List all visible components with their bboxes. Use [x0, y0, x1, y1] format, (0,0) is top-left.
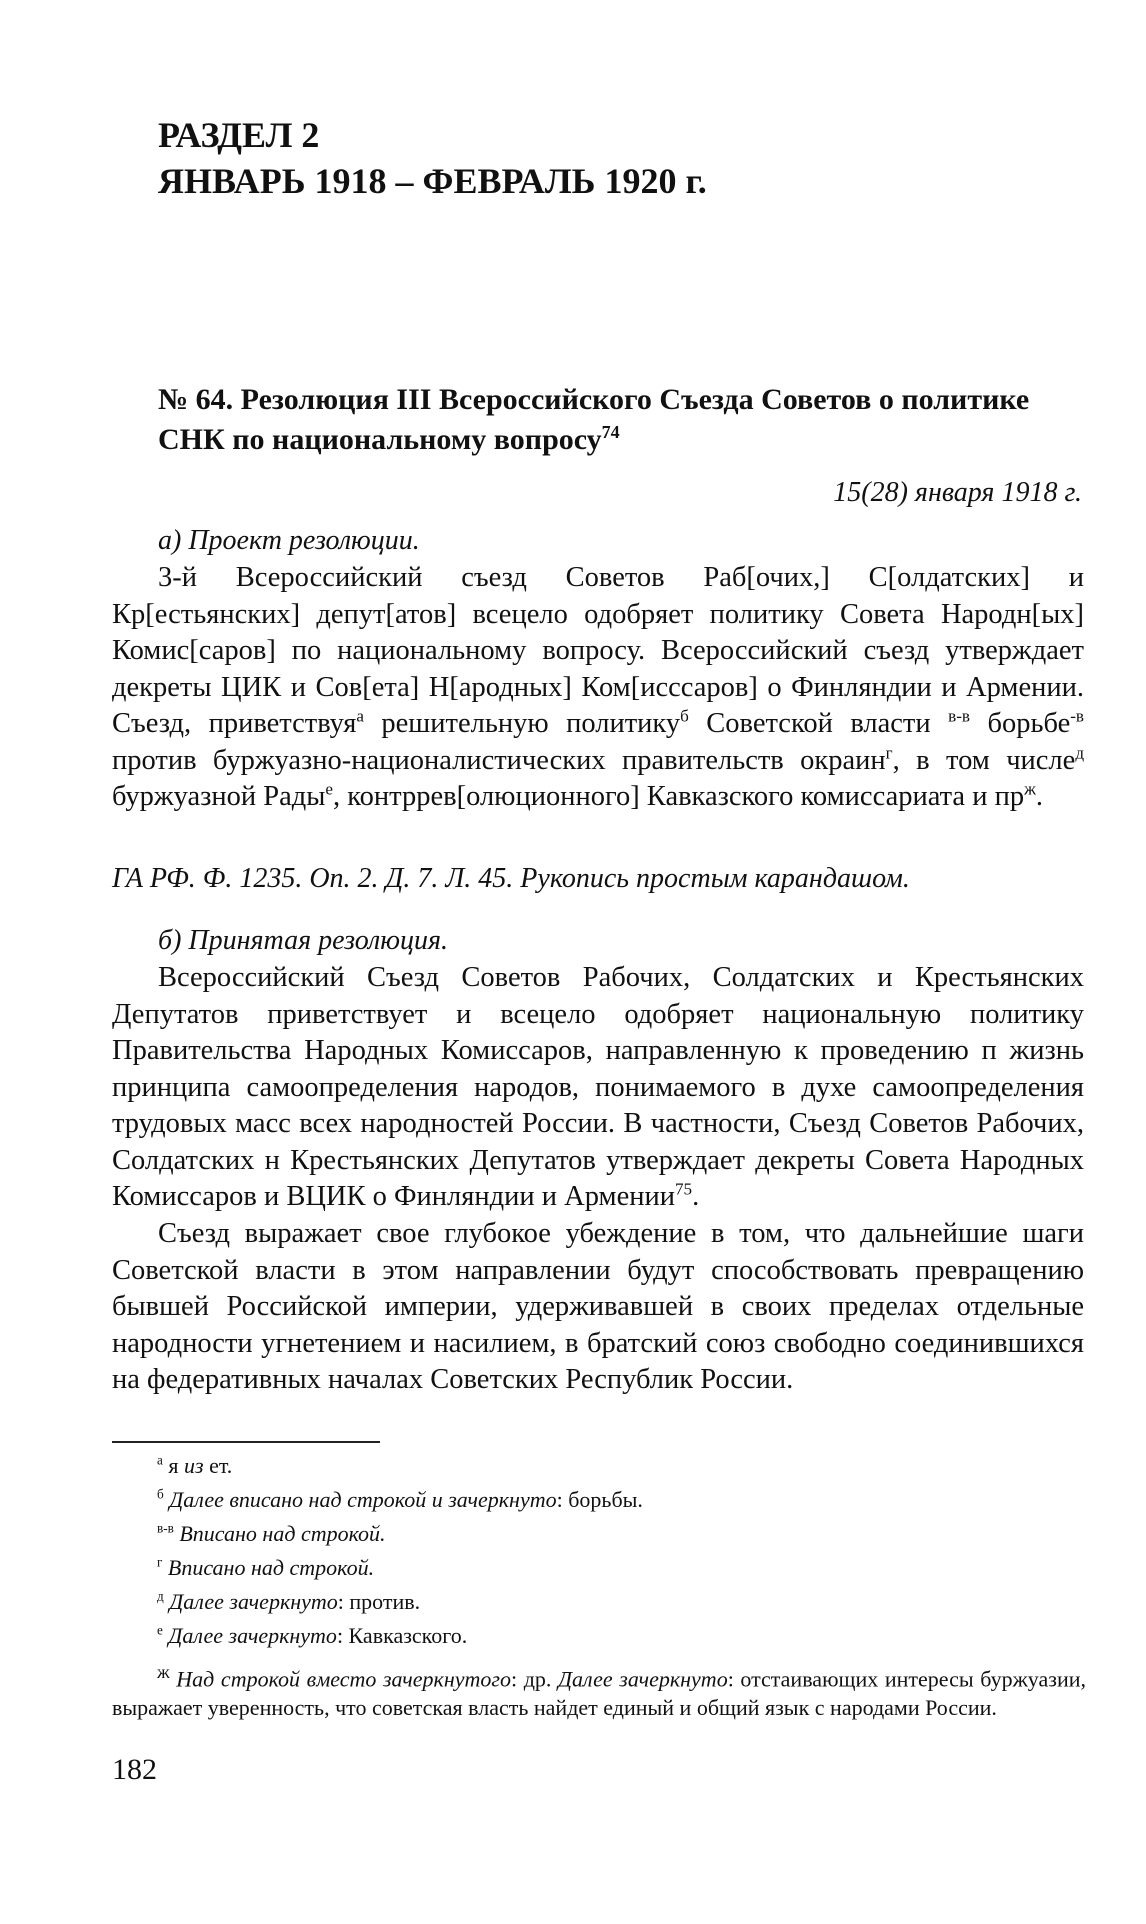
- footnote-italic: Далее вписано над строкой и зачеркнуто: [169, 1487, 557, 1512]
- footnote-mark: ж: [157, 1662, 170, 1682]
- endnote-marker: 75: [674, 1179, 693, 1199]
- footnote-marker: е: [325, 779, 334, 799]
- part-b-span: Всероссийский Съезд Советов Рабочих, Солдатских и Крестьянских Депутатов приветствует и всецело одобряет национальную политику Правительства Народных Комиссаров, направленную к проведению п жизнь принципа самоопределения народов, понимаемого в духе самоопределения трудовых масс всех народностей России. В частности, Съезд Советов Рабочих, Солдатских н Крестьянских Депутатов утверждает декреты Совета Народных Комиссаров и ВЦИК о Финляндии и Армении: [112, 962, 1084, 1212]
- footnote-text: : отстаивающих интересы буржуазии, выражает уверенность, что советская власть найдет единый и общий язык с народами России.: [112, 1666, 1086, 1721]
- footnote-mark: е: [157, 1622, 163, 1638]
- footnote-zh: [112, 1658, 1086, 1722]
- footnote-v: [157, 1520, 386, 1548]
- part-a-span: буржуазной Рады: [112, 781, 326, 812]
- part-a-span: Советской власти: [688, 708, 949, 739]
- document-title: [158, 380, 1058, 460]
- section-period: ЯНВАРЬ 1918 – ФЕВРАЛЬ 1920 г.: [158, 161, 707, 201]
- footnote-italic: Над строкой вместо зачеркнутого: [176, 1666, 511, 1692]
- footnote-mark: г: [157, 1554, 163, 1570]
- footnote-italic: Вписано над строкой.: [179, 1521, 386, 1546]
- footnote-italic: из: [183, 1453, 204, 1478]
- part-b-paragraph-2: Съезд выражает свое глубокое убеждение в том, что дальнейшие шаги Советской власти в этом направлении будут способствовать превращению бывшей Российской империи, удерживавшей в своих пределах отдельные народности угнетением и насилием, в братский союз свободно соединившихся на федеративных началах Советских Республик России.: [112, 1218, 1084, 1395]
- footnote-text: : др.: [510, 1666, 558, 1692]
- footnote-text: : против.: [337, 1589, 421, 1614]
- part-a-heading: а) Проект резолюции.: [158, 525, 420, 556]
- page-number: 182: [112, 1753, 157, 1786]
- footnote-marker: ж: [1024, 779, 1036, 799]
- section-heading: [158, 112, 707, 204]
- footnote-mark: д: [157, 1588, 164, 1604]
- footnote-marker: в-в: [948, 706, 970, 726]
- footnote-italic: Далее зачеркнуто: [558, 1666, 728, 1692]
- section-number: РАЗДЕЛ 2: [158, 115, 320, 155]
- footnote-text: : борьбы.: [556, 1487, 643, 1512]
- part-b-span: .: [692, 1181, 700, 1212]
- footnote-b: [157, 1486, 643, 1514]
- footnote-marker: а: [356, 706, 364, 726]
- footnote-marker: б: [680, 706, 689, 726]
- footnote-mark: в-в: [157, 1520, 174, 1536]
- part-a-span: решительную политику: [363, 708, 681, 739]
- part-a-span: против буржуазно-националистических правительств окраин: [112, 744, 886, 776]
- part-a-span: борьбе: [969, 708, 1071, 739]
- part-a-text: [112, 560, 1084, 816]
- footnote-divider: [112, 1441, 380, 1443]
- footnote-g: [157, 1554, 374, 1582]
- part-b-heading: б) Принятая резолюция.: [158, 925, 448, 956]
- part-a-span: , в том числе: [892, 744, 1076, 776]
- footnote-e: [157, 1622, 467, 1650]
- footnote-italic: Далее зачеркнуто: [168, 1623, 337, 1648]
- document-date: 15(28) января 1918 г.: [833, 477, 1082, 508]
- footnote-italic: Далее зачеркнуто: [169, 1589, 338, 1614]
- part-b-paragraph-1: [112, 960, 1084, 1216]
- footnote-marker: г: [885, 743, 893, 762]
- part-a-span: 3-й Всероссийский съезд Советов Раб[очих,] С[олдатских] и Кр[естьянских] депут[атов] всецело одобряет политику Совета Народн[ых] Комис[саров] по национальному вопросу. Всероссийский съезд утверждает декреты ЦИК и Сов[ета] Н[ародных] Ком[исссаров] о Финляндии и Армении. Съезд, приветствуя: [112, 562, 1084, 739]
- title-endnote-marker: 74: [601, 422, 620, 442]
- footnote-marker: д: [1075, 743, 1085, 762]
- part-a-span: .: [1035, 781, 1044, 812]
- footnote-text: : Кавказского.: [336, 1623, 468, 1648]
- footnote-d: [157, 1588, 420, 1616]
- footnote-italic: Вписано над строкой.: [167, 1555, 375, 1580]
- footnote-mark: б: [157, 1486, 164, 1502]
- footnote-text: ет.: [203, 1453, 233, 1478]
- footnote-mark: а: [157, 1452, 163, 1468]
- footnote-marker: -в: [1070, 706, 1084, 726]
- footnote-a: [157, 1452, 232, 1480]
- archive-source: ГА РФ. Ф. 1235. Оп. 2. Д. 7. Л. 45. Рукопись простым карандашом.: [112, 863, 910, 894]
- part-a-span: , контррев[олюционного] Кавказского комиссариата и пр: [333, 781, 1025, 812]
- document-title-text: № 64. Резолюция III Всероссийского Съезда Советов о политике СНК по национальному вопросу: [158, 383, 1030, 456]
- footnote-text: я: [168, 1453, 184, 1478]
